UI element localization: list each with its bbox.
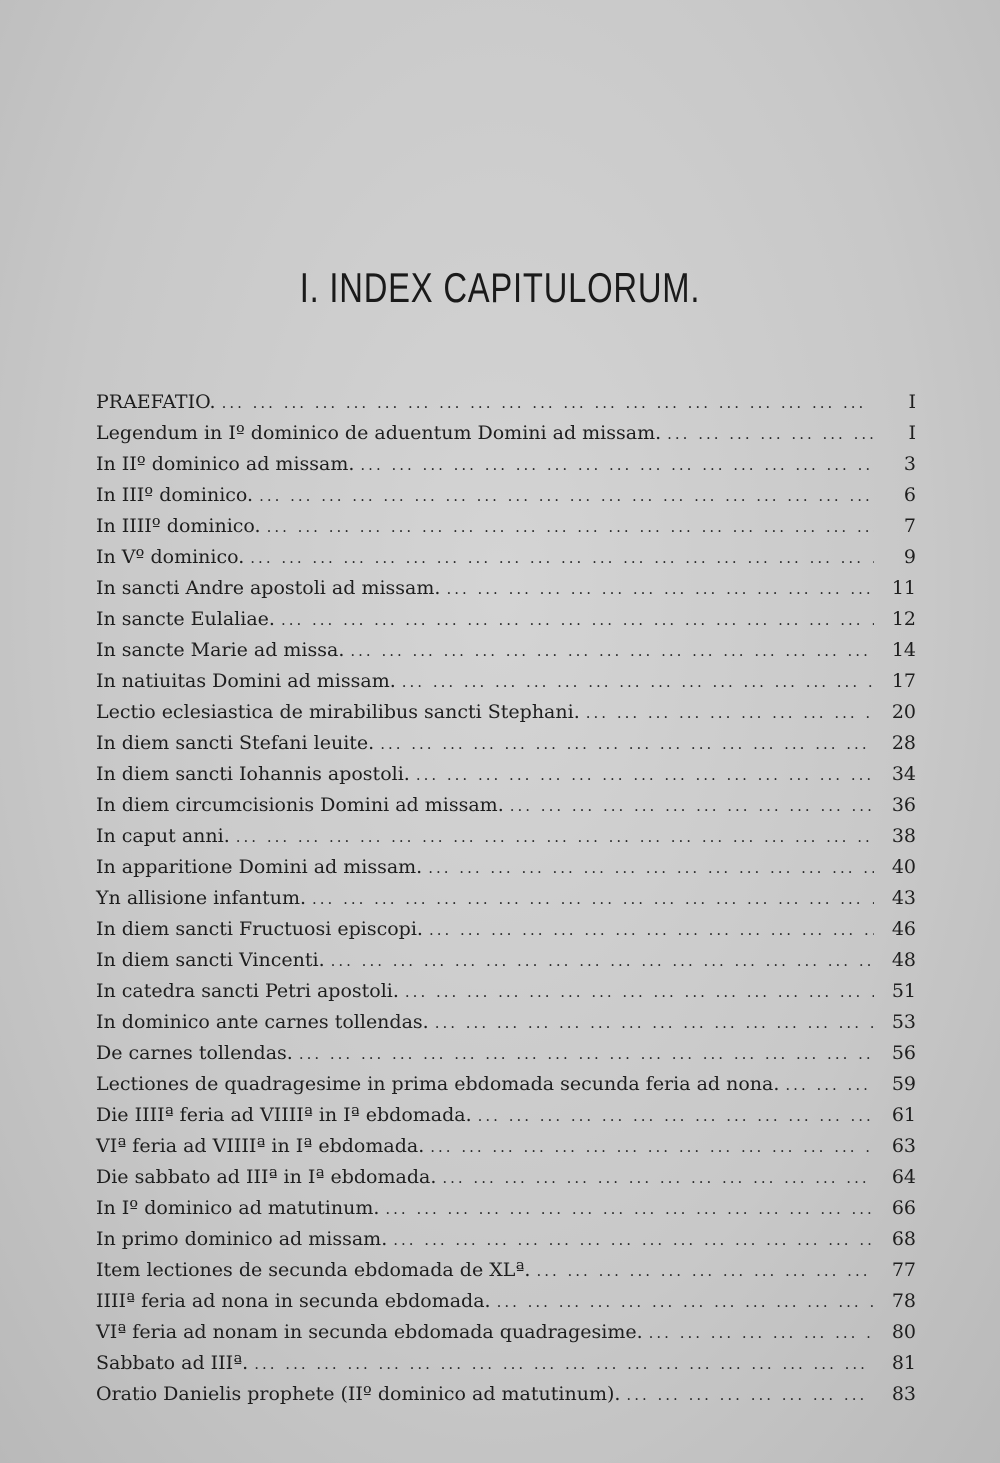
toc-entry-label: Die IIIIª feria ad VIIIIª in Iª ebdomada. <box>96 1104 472 1126</box>
toc-entry-page: 14 <box>891 639 916 661</box>
page-title: I. INDEX CAPITULORUM. <box>299 264 701 312</box>
toc-entry-label: IIIIª feria ad nona in secunda ebdomada. <box>96 1290 491 1312</box>
toc-entry-label: In sancte Eulaliae. <box>96 608 275 630</box>
toc-entry-page: 51 <box>891 980 916 1002</box>
toc-entry <box>96 697 916 728</box>
toc-entry-label: In diem sancti Iohannis apostoli. <box>96 763 410 785</box>
toc-entry-page: 40 <box>891 856 916 878</box>
toc-leader-dots <box>281 605 874 636</box>
toc-entry <box>96 387 916 418</box>
toc-entry-page: 43 <box>891 887 916 909</box>
toc-entry <box>96 945 916 976</box>
toc-entry-page: 78 <box>891 1290 916 1312</box>
toc-entry-label: In sancte Marie ad missa. <box>96 639 345 661</box>
table-of-contents <box>96 387 916 1410</box>
toc-entry <box>96 573 916 604</box>
toc-entry-label: In catedra sancti Petri apostoli. <box>96 980 399 1002</box>
toc-entry <box>96 790 916 821</box>
toc-entry <box>96 1162 916 1193</box>
toc-leader-dots <box>435 1008 874 1039</box>
toc-entry-page: 77 <box>891 1259 916 1281</box>
toc-leader-dots <box>380 729 874 760</box>
toc-leader-dots <box>667 419 874 450</box>
toc-entry <box>96 759 916 790</box>
toc-entry-label: Die sabbato ad IIIª in Iª ebdomada. <box>96 1166 437 1188</box>
toc-entry-page: 7 <box>903 515 916 537</box>
toc-entry-page: I <box>908 422 916 444</box>
toc-leader-dots <box>405 977 874 1008</box>
toc-entry-label: In dominico ante carnes tollendas. <box>96 1011 429 1033</box>
toc-leader-dots <box>446 574 874 605</box>
toc-entry-page: 64 <box>891 1166 916 1188</box>
toc-entry-page: 56 <box>891 1042 916 1064</box>
toc-entry <box>96 976 916 1007</box>
toc-leader-dots <box>536 1256 874 1287</box>
toc-leader-dots <box>416 760 874 791</box>
toc-entry-label: In primo dominico ad missam. <box>96 1228 388 1250</box>
toc-entry-page: 3 <box>903 453 916 475</box>
toc-leader-dots <box>430 1132 874 1163</box>
toc-entry-label: In caput anni. <box>96 825 230 847</box>
toc-entry-page: 28 <box>891 732 916 754</box>
toc-leader-dots <box>785 1070 874 1101</box>
toc-leader-dots <box>402 667 874 698</box>
toc-entry-label: VIª feria ad VIIIIª in Iª ebdomada. <box>96 1135 425 1157</box>
toc-leader-dots <box>649 1318 874 1349</box>
toc-entry-label: In apparitione Domini ad missam. <box>96 856 423 878</box>
toc-leader-dots <box>626 1380 874 1411</box>
toc-entry-page: 11 <box>891 577 916 599</box>
toc-leader-dots <box>312 884 874 915</box>
toc-entry <box>96 666 916 697</box>
toc-entry-label: In diem circumcisionis Domini ad missam. <box>96 794 504 816</box>
toc-entry <box>96 449 916 480</box>
toc-entry <box>96 1131 916 1162</box>
toc-leader-dots <box>331 946 874 977</box>
toc-entry <box>96 1100 916 1131</box>
toc-entry <box>96 728 916 759</box>
toc-leader-dots <box>259 481 874 512</box>
toc-leader-dots <box>236 822 874 853</box>
toc-entry <box>96 821 916 852</box>
toc-leader-dots <box>250 543 874 574</box>
toc-entry-label: Lectiones de quadragesime in prima ebdomada secunda feria ad nona. <box>96 1073 780 1095</box>
toc-leader-dots <box>299 1039 874 1070</box>
toc-entry-page: 68 <box>891 1228 916 1250</box>
toc-entry-label: In Iº dominico ad matutinum. <box>96 1197 380 1219</box>
toc-entry-label: In diem sancti Fructuosi episcopi. <box>96 918 423 940</box>
toc-leader-dots <box>385 1194 874 1225</box>
toc-leader-dots <box>222 388 874 419</box>
toc-entry <box>96 418 916 449</box>
toc-entry-label: In Vº dominico. <box>96 546 245 568</box>
toc-entry-label: In diem sancti Vincenti. <box>96 949 325 971</box>
toc-entry-page: 36 <box>891 794 916 816</box>
toc-entry-page: 63 <box>891 1135 916 1157</box>
toc-entry-page: 38 <box>891 825 916 847</box>
toc-entry-label: In IIIIº dominico. <box>96 515 261 537</box>
toc-entry-page: 48 <box>891 949 916 971</box>
toc-entry-label: VIª feria ad nonam in secunda ebdomada quadragesime. <box>96 1321 643 1343</box>
toc-entry-page: 17 <box>891 670 916 692</box>
toc-entry-page: 34 <box>891 763 916 785</box>
toc-leader-dots <box>393 1225 874 1256</box>
toc-entry-label: PRAEFATIO. <box>96 391 216 413</box>
toc-entry-label: In natiuitas Domini ad missam. <box>96 670 396 692</box>
toc-entry-page: 53 <box>891 1011 916 1033</box>
toc-leader-dots <box>586 698 874 729</box>
toc-entry-label: Lectio eclesiastica de mirabilibus sancti Stephani. <box>96 701 580 723</box>
toc-entry-label: Sabbato ad IIIª. <box>96 1352 249 1374</box>
toc-entry <box>96 1007 916 1038</box>
toc-entry-page: 20 <box>891 701 916 723</box>
toc-entry-page: 61 <box>891 1104 916 1126</box>
toc-entry <box>96 883 916 914</box>
toc-entry-page: I <box>908 391 916 413</box>
toc-entry-label: Oratio Danielis prophete (IIº dominico ad matutinum). <box>96 1383 621 1405</box>
toc-entry-page: 59 <box>891 1073 916 1095</box>
toc-entry-label: In IIº dominico ad missam. <box>96 453 355 475</box>
toc-entry-label: Legendum in Iº dominico de aduentum Domini ad missam. <box>96 422 662 444</box>
toc-entry-page: 83 <box>891 1383 916 1405</box>
toc-entry-label: Item lectiones de secunda ebdomada de XLª. <box>96 1259 531 1281</box>
toc-entry-label: Yn allisione infantum. <box>96 887 307 909</box>
toc-entry-page: 66 <box>891 1197 916 1219</box>
toc-entry-page: 12 <box>891 608 916 630</box>
toc-entry <box>96 1069 916 1100</box>
toc-entry-page: 46 <box>891 918 916 940</box>
toc-entry <box>96 852 916 883</box>
toc-entry <box>96 1348 916 1379</box>
toc-leader-dots <box>442 1163 874 1194</box>
toc-entry <box>96 1379 916 1410</box>
toc-entry <box>96 1255 916 1286</box>
toc-entry <box>96 1224 916 1255</box>
toc-leader-dots <box>478 1101 874 1132</box>
toc-entry <box>96 1317 916 1348</box>
toc-entry <box>96 635 916 666</box>
toc-entry <box>96 914 916 945</box>
toc-leader-dots <box>428 853 874 884</box>
toc-entry <box>96 1038 916 1069</box>
toc-leader-dots <box>497 1287 874 1318</box>
toc-leader-dots <box>510 791 874 822</box>
toc-leader-dots <box>267 512 874 543</box>
toc-leader-dots <box>254 1349 874 1380</box>
toc-entry-page: 9 <box>903 546 916 568</box>
toc-entry <box>96 542 916 573</box>
toc-entry-page: 81 <box>891 1352 916 1374</box>
toc-leader-dots <box>350 636 874 667</box>
toc-entry-page: 80 <box>891 1321 916 1343</box>
toc-entry <box>96 480 916 511</box>
toc-leader-dots <box>429 915 874 946</box>
toc-entry-label: In IIIº dominico. <box>96 484 254 506</box>
toc-entry-label: In sancti Andre apostoli ad missam. <box>96 577 441 599</box>
toc-entry-page: 6 <box>903 484 916 506</box>
toc-entry-label: In diem sancti Stefani leuite. <box>96 732 375 754</box>
toc-leader-dots <box>360 450 874 481</box>
toc-entry <box>96 604 916 635</box>
toc-entry <box>96 1286 916 1317</box>
toc-entry <box>96 1193 916 1224</box>
toc-entry-label: De carnes tollendas. <box>96 1042 293 1064</box>
toc-entry <box>96 511 916 542</box>
